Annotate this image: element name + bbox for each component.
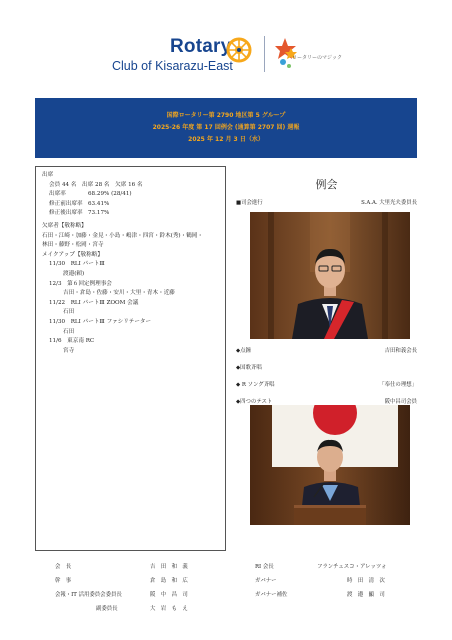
officer-name: フランチェスコ・アレッツォ <box>317 564 387 570</box>
agenda-item-label: ◆ R ソング斉唱 <box>236 382 275 388</box>
rotary-wordmark: Rotary <box>170 36 232 57</box>
meeting-section <box>236 166 417 208</box>
makeup-attendees: 石田 <box>63 309 75 316</box>
photo-mc-speaker <box>250 212 410 339</box>
rotary-magic-logo-icon <box>275 36 321 70</box>
agenda-item-value: 吉田和義会長 <box>384 348 417 354</box>
title-banner <box>35 98 417 158</box>
magic-caption: ロータリーのマジック <box>292 55 343 61</box>
makeup-event: 11/6 東京南 RC <box>49 338 95 345</box>
photo-podium-speaker <box>250 405 410 525</box>
absent-names-line: 石田・江崎・加藤・金見・小島・嶋津・四宮・鈴木(秀)・鶴岡・ <box>42 232 203 239</box>
agenda-item <box>236 377 417 394</box>
agenda-item-label: ◆点鐘 <box>236 348 251 354</box>
officer-name: 渡 邉 顯 司 <box>347 592 385 598</box>
post-correction-rate-row <box>42 209 219 219</box>
mc-label: ■司会進行 <box>236 200 263 206</box>
makeup-event: 11/30 RLI パートⅢ <box>49 261 105 268</box>
officer-role: 幹 事 <box>55 578 72 584</box>
officer-name: 大 岩 も え <box>150 606 188 612</box>
photo-podium-speaker-image <box>250 405 410 525</box>
agenda-item-value: 「奉仕の理想」 <box>379 382 417 388</box>
officer-role: RI 会長 <box>255 564 274 570</box>
officer-name: 倉 島 和 広 <box>150 578 188 584</box>
banner-line-date: 2025 年 12 月 3 日（水） <box>188 136 264 143</box>
pre-correction-rate-row <box>42 200 219 210</box>
club-name: Club of Kisarazu-East <box>112 59 233 73</box>
attendance-heading: 出席 <box>42 172 54 178</box>
mc-value: S.A.A. 大里光夫委員長 <box>361 200 417 206</box>
makeup-event: 11/22 RLI パートⅢ ZOOM 会議 <box>49 299 139 306</box>
makeup-event: 12/3 第６回定例理事会 <box>49 280 112 287</box>
makeup-event: 11/30 RLI パートⅢ ファシリテーター <box>49 318 152 325</box>
agenda-item <box>236 343 417 360</box>
mc-row <box>236 199 417 208</box>
pre-correction-rate-label: 修正前出席率 <box>49 200 83 207</box>
officer-name: 時 田 清 次 <box>347 578 385 584</box>
agenda-item-value: 阪中昌司会員 <box>384 399 417 405</box>
makeup-attendees: 石田 <box>63 328 75 335</box>
attendance-rate-value: 68.29% (28/41) <box>88 191 132 198</box>
agenda-list <box>236 343 417 411</box>
officer-role: ガバナー <box>255 578 277 584</box>
makeup-heading: メイクアップ【敬称略】 <box>42 251 103 258</box>
club-logo <box>112 36 342 76</box>
makeup-attendees: 渡邉(頼) <box>63 270 85 277</box>
makeup-list <box>42 260 219 356</box>
officer-name: 吉 田 和 義 <box>150 564 188 570</box>
officer-name: 阪 中 昌 司 <box>150 592 188 598</box>
post-correction-rate-label: 修正後出席率 <box>49 210 83 217</box>
agenda-item-label: ◆国歌斉唱 <box>236 365 262 371</box>
attendance-summary: 会員 44 名 出席 28 名 欠席 16 名 <box>49 181 143 188</box>
officer-role: ガバナー補佐 <box>255 592 288 598</box>
absent-names-line: 林田・藤野・松岡・宮寺 <box>42 242 104 249</box>
makeup-attendees: 吉田・倉島・佐藤・安川・大里・青木・近藤 <box>63 290 175 297</box>
attendance-rate-row <box>42 190 219 200</box>
officer-role: 会 長 <box>55 564 72 570</box>
attendance-box <box>35 166 226 551</box>
agenda-item-label: ◆四つのテスト <box>236 399 273 405</box>
pre-correction-rate-value: 63.41% <box>88 200 110 207</box>
officer-role: 会報・IT 活用委員会委員長 <box>55 592 122 598</box>
absent-heading: 欠席者【敬称略】 <box>42 222 87 229</box>
attendance-rate-label: 出席率 <box>49 191 66 198</box>
meeting-title: 例会 <box>315 178 338 191</box>
banner-line-meeting: 2025-26 年度 第 17 回例会 (通算第 2707 回) 週報 <box>152 124 300 131</box>
makeup-attendees: 宮寺 <box>63 347 75 354</box>
banner-line-district: 国際ロータリー第 2790 地区第 5 グループ <box>166 112 286 119</box>
agenda-item <box>236 360 417 377</box>
post-correction-rate-value: 73.17% <box>88 210 110 217</box>
logo-divider <box>264 36 265 72</box>
officer-role: 副委員長 <box>96 606 118 612</box>
rotary-wheel-icon <box>225 36 253 64</box>
photo-mc-speaker-image <box>250 212 410 339</box>
